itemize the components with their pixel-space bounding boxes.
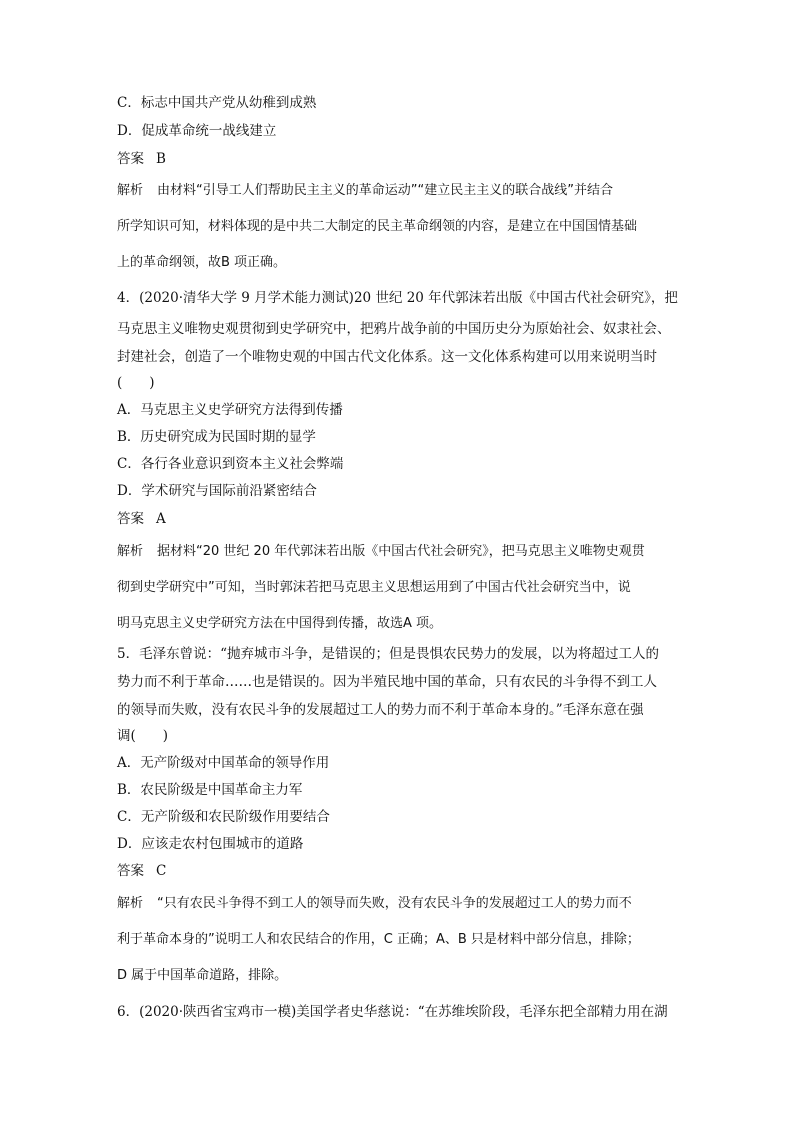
q5-stem-line-2: 势力而不利于革命……也是错误的。因为半殖民地中国的革命，只有农民的斗争得不到工人: [117, 674, 657, 690]
answer-label: 答案: [117, 511, 144, 527]
q5-option-c: C．无产阶级和农民阶级作用要结合: [117, 809, 330, 825]
q4-option-c: C．各行各业意识到资本主义社会弊端: [117, 456, 344, 472]
q5-stem-line-3: 的领导而失败，没有农民斗争的发展超过工人的势力而不利于革命本身的。”毛泽东意在强: [117, 702, 644, 718]
q4-option-b: B．历史研究成为民国时期的显学: [117, 429, 316, 445]
answer-label: 答案: [117, 151, 144, 167]
q4-explain-line-3: 明马克思主义史学研究方法在中国得到传播，故选A 项。: [117, 616, 443, 631]
q5-answer: [117, 865, 166, 879]
q4-stem-line-1: 4．(2020·清华大学 9 月学术能力测试)20 世纪 20 年代郭沫若出版《中国古代社会研究》，把: [117, 290, 678, 306]
q3-explain-line-3: 上的革命纲领，故B 项正确。: [117, 255, 287, 270]
q5-option-b: B．农民阶级是中国革命主力军: [117, 782, 303, 798]
explain-label: 解析: [117, 544, 144, 559]
q5-explain-line-3: D 属于中国革命道路，排除。: [117, 968, 288, 983]
q3-option-d: D．促成革命统一战线建立: [117, 123, 277, 139]
q4-option-a: A．马克思主义史学研究方法得到传播: [117, 402, 343, 418]
q4-stem-line-2: 马克思主义唯物史观贯彻到史学研究中，把鸦片战争前的中国历史分为原始社会、奴隶社会、: [117, 321, 671, 337]
q5-stem-line-4: 调( ): [117, 728, 169, 744]
explain-label: 解析: [117, 183, 144, 198]
q4-stem-line-3: 封建社会，创造了一个唯物史观的中国古代文化体系。这一文化体系构建可以用来说明当时: [117, 349, 657, 365]
q4-answer: [117, 513, 166, 527]
q4-explain-line-1: 解析 据材料“20 世纪 20 年代郭沫若出版《中国古代社会研究》，把马克思主义唯物史观贯: [117, 544, 645, 559]
q5-option-d: D．应该走农村包围城市的道路: [117, 836, 304, 852]
q5-explain-line-1: 解析 “只有农民斗争得不到工人的领导而失败，没有农民斗争的发展超过工人的势力而不: [117, 896, 632, 911]
q3-option-c: C．标志中国共产党从幼稚到成熟: [117, 95, 317, 111]
q6-stem-line-1: 6．(2020·陕西省宝鸡市一模)美国学者史华慈说：“在苏维埃阶段，毛泽东把全部精力用在湖: [117, 1004, 668, 1020]
answer-value: A: [156, 511, 166, 527]
q4-stem-line-4: ( ): [117, 375, 155, 391]
q3-explain-line-2: 所学知识可知，材料体现的是中共二大制定的民主革命纲领的内容，是建立在中国国情基础: [117, 219, 638, 234]
q5-explain-line-2: 利于革命本身的”说明工人和农民结合的作用，C 正确；A、B 只是材料中部分信息，排除；: [117, 932, 640, 947]
answer-value: C: [156, 863, 167, 879]
q5-stem-line-1: 5．毛泽东曾说：“抛弃城市斗争，是错误的；但是畏惧农民势力的发展，以为将超过工人的: [117, 646, 659, 662]
q3-answer: [117, 153, 166, 167]
q3-explain-line-1: 解析 由材料“引导工人们帮助民主主义的革命运动”“建立民主主义的联合战线”并结合: [117, 183, 613, 198]
explain-label: 解析: [117, 896, 144, 911]
answer-value: B: [156, 151, 166, 167]
q4-option-d: D．学术研究与国际前沿紧密结合: [117, 483, 317, 499]
q5-option-a: A．无产阶级对中国革命的领导作用: [117, 755, 330, 771]
q4-explain-line-2: 彻到史学研究中”可知，当时郭沫若把马克思主义思想运用到了中国古代社会研究当中，说: [117, 580, 631, 595]
answer-label: 答案: [117, 863, 144, 879]
